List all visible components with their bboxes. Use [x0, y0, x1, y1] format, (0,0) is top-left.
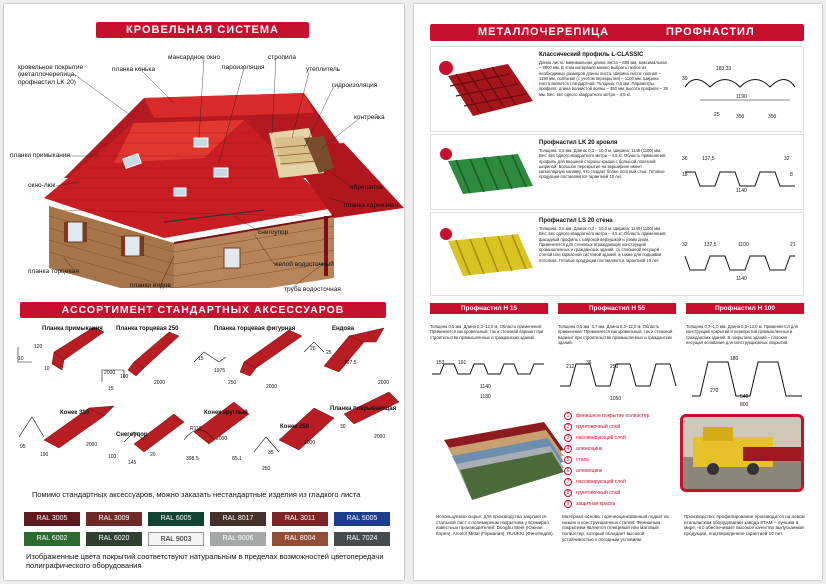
dim: 120: [34, 344, 43, 350]
dim: 100: [108, 454, 117, 460]
dim: 8: [790, 172, 793, 178]
acc-gablefig-title: Планка торцевая фигурная: [214, 326, 296, 332]
custom-note: Помимо стандартных аксессуаров, можно заказать нестандартные изделия из гладкого листа: [32, 490, 361, 499]
dim: 350: [768, 114, 777, 120]
label-snowstop: снегоупор: [258, 229, 289, 236]
dim: 85.1: [232, 456, 242, 462]
right-page: [414, 4, 822, 580]
dim: 1140: [736, 188, 747, 194]
h55-header: Профнастил Н 55: [558, 303, 676, 314]
acc-gable250-title: Планка торцевая 250: [116, 326, 179, 332]
label-dormer: окно-люк: [28, 182, 56, 189]
dim: R110: [190, 426, 202, 432]
left-page: [4, 4, 404, 580]
dim: 153: [436, 360, 445, 366]
dim: 100: [120, 374, 129, 380]
dim: 183,33: [716, 66, 732, 72]
ral-swatch: RAL 3005: [24, 512, 80, 526]
accessories-drawings: [4, 322, 404, 487]
layer-label: финишное покрытие полиэстер: [576, 413, 650, 419]
layer-number: 2: [564, 423, 572, 431]
dim: 1050: [610, 396, 622, 402]
machine-photo: [683, 417, 804, 492]
dim: 2000: [104, 370, 116, 376]
h55-text: Толщина 0,5 мм. 0,7 мм. Длина 0,3–12,0 м. Область применения: Применяется как кровельный, так и стеновой вариант при строительстве промышленных и гражданских зданий.: [558, 324, 673, 345]
dim: 250: [228, 380, 237, 386]
dim: 2000: [266, 384, 278, 390]
title-metal-tile: МЕТАЛЛОЧЕРЕПИЦА: [478, 26, 610, 38]
label-lathing: обрешетка: [350, 184, 383, 191]
production-text: Производство: профилирование производится на новом итальянском оборудовании завода STAM – лучшем в мире, что обеспечивает высокое качество выпускаемой продукции, подтвержденное гарантией 10 лет.: [684, 514, 805, 537]
label-covering: кровельное покрытие (металлочерепица, профнастил LK 20): [18, 64, 84, 86]
acc-round-title: Конек круглый: [204, 410, 248, 416]
l-classic-image: [438, 56, 538, 126]
lk20-profile: [680, 164, 800, 204]
dim: 10: [18, 356, 24, 362]
lk20-name: Профнастил LK 20 кровля: [539, 140, 618, 146]
lk20-text: Толщина: 0,5 мм. Длина: 0,3 – 10,0 м. Ширина: 1140 (1100) мм. Вес: вес одного квадратного метра – 4,5 кг. Область применения: профиль для внешней стороны крыши с большой полезной шириной. Большое перекрытие на верширине имеет капиллярную канавку, что создает более плотный стык. Готовые продукции поставляются гарантией 10 лет.: [539, 148, 667, 180]
acc-snow-title: Снегоупор: [116, 432, 148, 438]
ral-swatch: RAL 9003: [148, 532, 204, 546]
dim: 190: [40, 452, 49, 458]
title-profnastil: ПРОФНАСТИЛ: [666, 26, 755, 38]
layer-number: 4: [564, 445, 572, 453]
dim: 270: [710, 388, 719, 394]
color-disclaimer: Изображенные цвета покрытий соответствуют натуральным в пределах возможностей цветопередачи полиграфического оборудования: [26, 552, 384, 571]
label-rafters: стропила: [268, 54, 297, 61]
layer-number: 3: [564, 434, 572, 442]
ral-swatch: RAL 9006: [210, 532, 266, 546]
layer-label: пассивирующий слой: [576, 435, 626, 441]
dim: 32: [682, 242, 688, 248]
acc-cover-title: Планка покрывающая: [330, 406, 397, 412]
dim: 1100: [738, 242, 749, 248]
ral-swatch: RAL 6020: [86, 532, 142, 546]
dim: 36: [586, 360, 592, 366]
layer-number: 1: [564, 412, 572, 420]
dim: 180: [730, 356, 739, 362]
h15-text: Толщина 0,5 мм. Длина 0,3–12,0 м. Область применения: Применяется как кровельный, так и стеновой вариант при строительстве промышленных и гражданских зданий.: [430, 324, 544, 340]
dim: 398.5: [186, 456, 199, 462]
ral-swatch: RAL 7024: [334, 532, 390, 546]
dim: 2000: [216, 436, 228, 442]
layer-number: 7: [564, 478, 572, 486]
h100-header: Профнастил Н 100: [686, 303, 804, 314]
dim: 15: [108, 386, 114, 392]
acc-adjoin-title: Планка примыкания: [42, 326, 103, 332]
dim: 10: [44, 366, 50, 372]
label-ridge: планка конька: [112, 66, 156, 73]
dim: 25: [326, 350, 332, 356]
label-vapor: пароизоляция: [222, 64, 265, 71]
ral-swatch: RAL 5005: [334, 512, 390, 526]
ls20-profile: [680, 248, 800, 288]
dim: 20: [310, 346, 316, 352]
dim: 250: [262, 466, 271, 472]
acc-ridge310-title: Конек 310: [60, 410, 89, 416]
label-eaves: планка карнизная: [344, 202, 399, 209]
dim: 1180: [480, 394, 491, 400]
dim: 2000: [304, 440, 316, 446]
dim: 21: [790, 242, 796, 248]
layered-sheet-illustration: [434, 410, 574, 500]
label-gutter: желоб водосточный: [274, 261, 334, 268]
layer-label: алюмоцинк: [576, 446, 603, 452]
dim: 15: [198, 356, 204, 362]
ral-swatch: RAL 6002: [24, 532, 80, 546]
h15-header: Профнастил Н 15: [430, 303, 548, 314]
dim: 32: [784, 156, 790, 162]
dim: 1190: [736, 94, 747, 100]
ls20-text: Толщина: 0,5 мм. Длина: 0,3 – 10,0 м. Ширина: 1140 (1100) мм. Вес: вес одного квадратного метра – 4,5 кг. Область применения: фасадный профиль с широкой верхушкой и узким дном. Применяется для стеновых ограждающих конструкций промышленных и гражданских зданий, со сплошной несущей стеной или каркасной системой зданий, а также для подшивки потолков. Готовые продукции поставляются гарантией 10 лет.: [539, 226, 667, 263]
layer-label: сталь: [576, 457, 590, 463]
dim: 250: [610, 364, 619, 370]
machine-photo-frame: [680, 414, 804, 492]
label-downpipe: труба водосточная: [284, 286, 341, 293]
lk20-image: [438, 146, 538, 202]
dim: 212: [566, 364, 575, 370]
label-insulation: утеплитель: [306, 66, 341, 73]
dim: 800: [740, 402, 749, 408]
layer-label: грунтовочный слой: [576, 490, 621, 496]
h100-text: Толщина 0,7–1,0 мм. Длина 0,5–12,0 м. Применяется для конструкций покрытий и перекрытий промышленных и гражданских зданий. В покрытиях зданий – плоская несущая основание для конструкционных покрытий.: [686, 324, 799, 345]
l-classic-profile: [680, 62, 800, 122]
ls20-image: [438, 226, 538, 286]
dim: 36: [682, 156, 688, 162]
label-valley: планки ендов: [130, 282, 171, 289]
dim: 137,5: [702, 156, 715, 162]
acc-valley-title: Ендова: [332, 326, 355, 332]
dim: 297.5: [344, 360, 357, 366]
right-title-bar: [430, 24, 804, 41]
label-adjoining: планки примыкания: [10, 152, 71, 159]
dim: 2000: [378, 380, 390, 386]
dim: 39: [682, 76, 688, 82]
label-waterproof: гидроизоляция: [332, 82, 378, 89]
dim: 2000: [374, 434, 386, 440]
dim: 2000: [86, 442, 98, 448]
layer-label: грунтовочный слой: [576, 424, 621, 430]
acc-ridge250-title: Конек 250: [280, 424, 309, 430]
dim: 95: [20, 444, 26, 450]
ls20-name: Профнастил LS 20 стена: [539, 218, 613, 224]
dim: 1140: [736, 276, 747, 282]
accessories-title: АССОРТИМЕНТ СТАНДАРТНЫХ АКСЕССУАРОВ: [20, 302, 386, 318]
layer-number: 5: [564, 456, 572, 464]
dim: 137,5: [704, 242, 717, 248]
dim: 191: [458, 360, 467, 366]
ral-swatch: RAL 6005: [148, 512, 204, 526]
dim: 1140: [480, 384, 491, 390]
dim: 25: [714, 112, 720, 118]
l-classic-name: Классический профиль L-CLASSIC: [539, 52, 644, 58]
dim: 1975: [214, 368, 226, 374]
raw-material-text: Используемое сырье: для производства закупается стальной лист с полимерным покрытием у всемирно известных производителей: Dongbu Steel (Южная Корея), Arcelor Mittal (Германия), RUUKKI (Финляндия).: [436, 514, 554, 537]
layer-label: пассивирующий слой: [576, 479, 626, 485]
dim: 30: [340, 424, 346, 430]
layer-label: защитная краска: [576, 501, 616, 507]
base-material-text: Материал-основа: горячеоцинкованный подкат из низких и конструкционных сталей. Финишным покрытием является глянцевый или матовый полиэстер, который обладает высокой устойчивостью к погодным условиям.: [562, 514, 669, 542]
roof-system-title: КРОВЕЛЬНАЯ СИСТЕМА: [96, 22, 309, 38]
dim: 2000: [154, 380, 166, 386]
dim: 145: [128, 460, 137, 466]
label-gable: планка торцевая: [28, 268, 79, 275]
layer-number: 9: [564, 500, 572, 508]
layer-number: 8: [564, 489, 572, 497]
layer-label: алюмоцинк: [576, 468, 603, 474]
l-classic-text: Длина листа: минимальная длина листа – 606 мм, максимальная – 8000 мм. В этом интервале можно выбрать любое из необходимых размеров длины листа. Ширина листа: полная – 1190 мм, полезная (с учетом перекрытия) – 1100 мм. Ширина листа является стандартной. Толщина: 0,5 мм. Параметры профиля: длина волнистой волны – 350 мм, высота профиля – 39 мм. Вес: вес одного квадратного метра – 4,5 кг.: [539, 60, 668, 97]
label-attic-window: мансардное окно: [168, 54, 221, 61]
ral-swatch: RAL 8017: [210, 512, 266, 526]
dim: 18: [682, 172, 688, 178]
dim: 540: [740, 394, 749, 400]
dim: 20: [150, 452, 156, 458]
ral-swatch: RAL 3009: [86, 512, 142, 526]
ral-swatch: RAL 8004: [272, 532, 328, 546]
ral-swatch: RAL 3011: [272, 512, 328, 526]
layer-number: 6: [564, 467, 572, 475]
dim: 35: [268, 450, 274, 456]
label-counter: контрейка: [354, 114, 385, 121]
dim: 350: [736, 114, 745, 120]
